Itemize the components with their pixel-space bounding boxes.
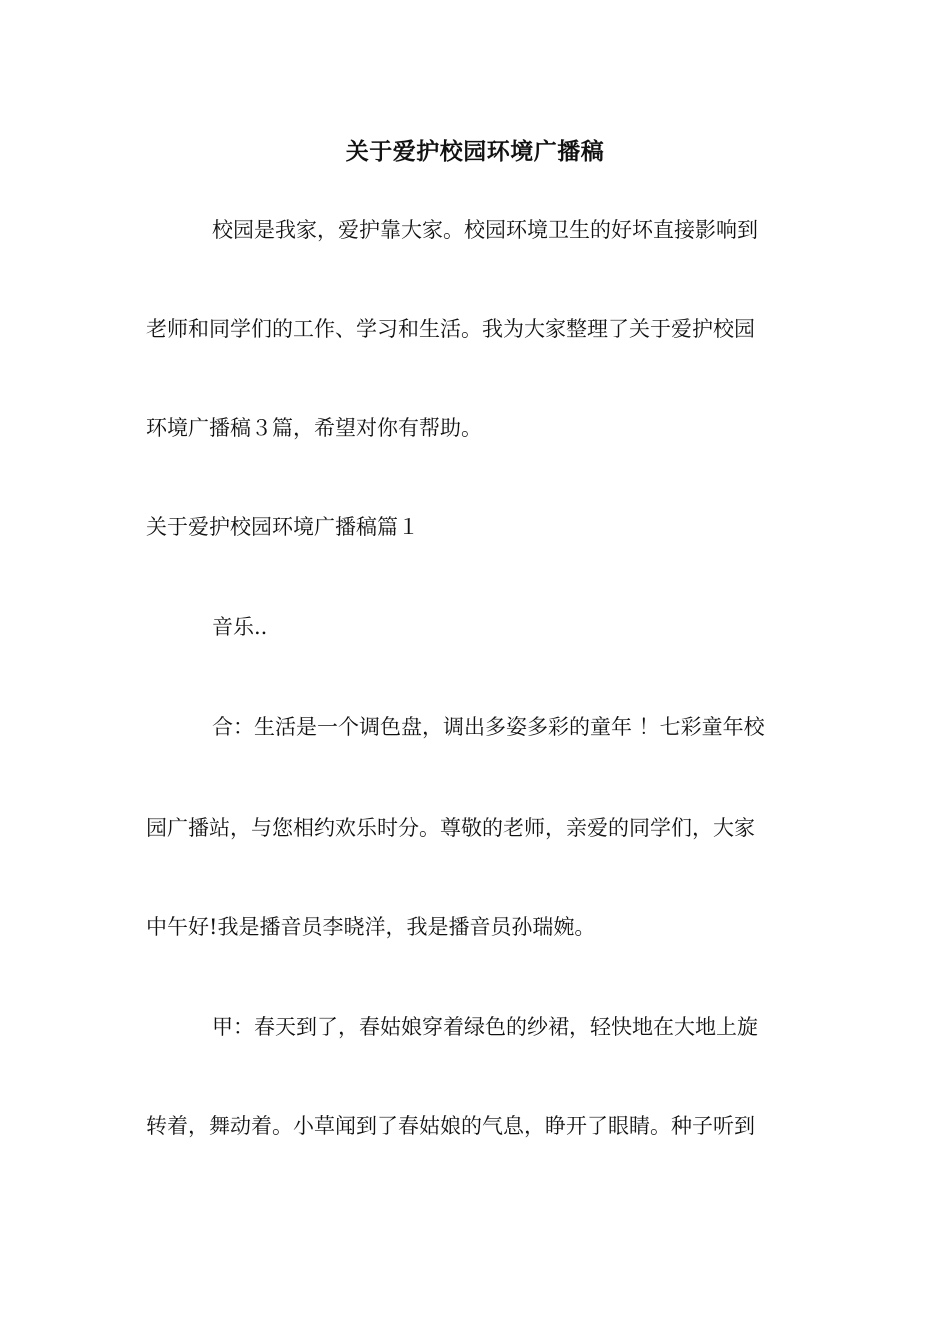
paragraph-line: 甲：春天到了，春姑娘穿着绿色的纱裙，轻快地在大地上旋	[212, 1015, 758, 1039]
document-title: 关于爱护校园环境广播稿	[345, 138, 605, 165]
paragraph-line: 合：生活是一个调色盘，调出多姿多彩的童年 ！七彩童年校	[212, 715, 765, 739]
paragraph-line: 园广播站，与您相约欢乐时分。尊敬的老师，亲爱的同学们，大家	[146, 816, 755, 840]
section-heading: 关于爱护校园环境广播稿篇１	[146, 515, 419, 539]
paragraph-line: 环境广播稿３篇，希望对你有帮助。	[146, 416, 482, 440]
paragraph-line: 音乐..	[212, 615, 268, 639]
paragraph-line: 老师和同学们的工作、学习和生活。我为大家整理了关于爱护校园	[146, 317, 755, 341]
paragraph-line: 中午好!我是播音员李晓洋，我是播音员孙瑞婉。	[146, 915, 596, 939]
paragraph-line: 校园是我家，爱护靠大家。校园环境卫生的好坏直接影响到	[212, 218, 758, 242]
paragraph-line: 转着，舞动着。小草闻到了春姑娘的气息，睁开了眼睛。种子听到	[146, 1114, 755, 1138]
